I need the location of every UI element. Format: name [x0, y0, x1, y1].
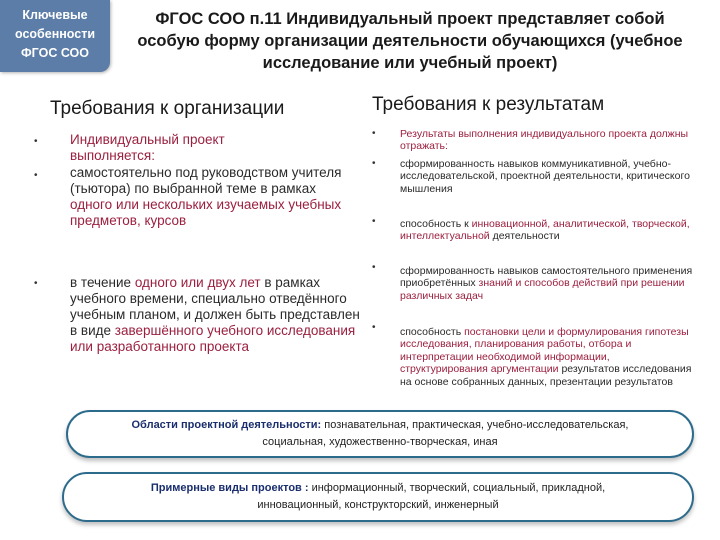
left-item-3-highlight-a: одного или двух лет: [134, 275, 261, 290]
project-areas-line-1: [68, 417, 692, 434]
project-types-label: Примерные виды проектов :: [150, 482, 309, 494]
project-areas-label: Области проектной деятельности:: [131, 419, 322, 431]
title-line-1: ФГОС СОО п.11 Индивидуальный проект представляет собой: [155, 10, 665, 28]
key-features-badge: [0, 0, 110, 72]
right-item-5-text-b: результатов исследования на основе собранных данных, презентации результатов: [400, 363, 692, 388]
right-item-3-text-a: способность к: [400, 218, 472, 230]
right-item-3-highlight: инновационной, аналитической, творческой, интеллектуальной: [400, 218, 690, 243]
right-item-2: сформированность навыков коммуникативной, учебно-исследовательской, проектной деятельности, критического мышления: [400, 158, 690, 195]
left-item-1-line-2: выполняется:: [70, 148, 155, 163]
right-item-5: [400, 326, 700, 388]
title-line-3: исследование или учебный проект): [262, 54, 558, 72]
project-types-line-1: [64, 480, 692, 497]
project-areas-text-1: познавательная, практическая, учебно-исследовательская,: [321, 419, 629, 431]
right-bullet-1: •: [372, 128, 376, 139]
right-item-4-highlight: знаний и способов действий при решении различных задач: [400, 277, 685, 302]
left-item-1-line-1: Индивидуальный проект: [70, 132, 225, 147]
left-item-2-highlight: одного или нескольких изучаемых учебных предметов, курсов: [70, 197, 342, 228]
right-bullet-2: •: [372, 158, 376, 169]
left-item-2: [70, 165, 360, 229]
right-item-1: Результаты выполнения индивидуального проекта должны отражать:: [400, 128, 689, 153]
right-item-5-text-a: способность: [400, 326, 465, 338]
right-bullet-3: •: [372, 216, 376, 227]
left-item-3: [70, 275, 360, 355]
project-types-text-2: инновационный, конструкторский, инженерный: [257, 499, 499, 511]
right-item-4: [400, 265, 700, 302]
left-item-2-text: самостоятельно под руководством учителя (тьютора) по выбранной теме в рамках: [70, 165, 342, 196]
title-line-2: особую форму организации деятельности обучающихся (учебное: [137, 32, 683, 50]
left-bullet-3: •: [34, 278, 38, 289]
right-item-4-text: сформированность навыков самостоятельного применения приобретённых: [400, 265, 693, 290]
slide-title: [100, 8, 720, 74]
left-item-3-highlight-b: завершённого учебного исследования или разработанного проекта: [70, 323, 356, 354]
right-item-3: [400, 218, 700, 243]
badge-line-1: Ключевые: [22, 8, 88, 22]
organization-requirements-heading: Требования к организации: [50, 98, 285, 119]
badge-line-3: ФГОС СОО: [21, 46, 89, 60]
right-bullet-4: •: [372, 262, 376, 273]
results-requirements-heading: Требования к результатам: [372, 94, 605, 115]
left-bullet-1: •: [34, 136, 38, 147]
project-types-box: [62, 472, 694, 522]
badge-line-2: особенности: [14, 27, 96, 41]
project-areas-box: [66, 410, 694, 458]
right-bullet-5: •: [372, 322, 376, 333]
project-types-text-1: информационный, творческий, социальный, прикладной,: [308, 482, 606, 494]
right-item-3-text-b: деятельности: [489, 230, 560, 243]
left-item-3-text-b: в рамках учебного времени, специально отведённого учебным планом, и должен быть представлен в виде: [70, 275, 360, 338]
left-bullet-2: •: [34, 170, 38, 181]
left-item-1: [70, 132, 360, 164]
left-item-3-text-a: в течение: [70, 275, 135, 290]
right-item-5-highlight: постановки цели и формулирования гипотезы исследования, планирования работы, отбора и интерпретации необходимой информации, структурирования аргументации: [400, 326, 689, 376]
project-areas-text-2: социальная, художественно-творческая, иная: [262, 436, 498, 448]
